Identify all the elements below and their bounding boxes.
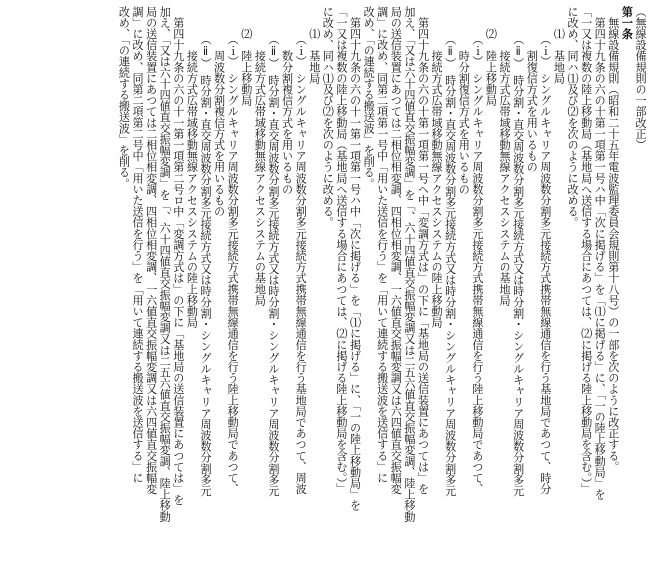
body-line: 無線設備規則（昭和二十五年電波監理委員会規則第十八号）の一部を次のように改正する。 bbox=[606, 6, 620, 473]
body-line: 時分割復信方式を用いるもの bbox=[457, 6, 471, 195]
body-line: 接続方式広帯域移動無線アクセスシステムの陸上移動局 bbox=[185, 6, 199, 328]
body-line: 調」に改め、同第二項第一号中「用いた送信を行う」を「用いて連続する搬送波を送信する」に bbox=[375, 6, 389, 484]
body-line: 数分割複信方式を用いるもの bbox=[280, 6, 294, 195]
body-line: 接続方式広帯域移動無線アクセスシステムの陸上移動局 bbox=[430, 6, 444, 328]
body-line: ⑵ 陸上移動局 bbox=[484, 6, 498, 106]
body-line: 周波数分割複信方式を用いるもの bbox=[212, 6, 226, 217]
body-line: （ｉ） シングルキャリア周波数分割多元接続方式携帯無線通信を行う陸上移動局であつて、 bbox=[226, 6, 240, 495]
body-line: に改め、同ハ⑴及び⑵を次のように改める。 bbox=[566, 6, 580, 228]
body-line: 「一又は複数の陸上移動局（基地局へ送信する場合にあつては、⑵に掲げる陸上移動局を含む。）」 bbox=[334, 6, 348, 495]
body-line: ⑴ 基地局 bbox=[307, 6, 321, 84]
body-line: 第四十九条の六の十一第一項第二号ロ中「変調方式は」の下に「基地局の送信装置にあつては」を bbox=[171, 6, 185, 506]
amendment-document bbox=[4, 6, 647, 562]
body-line: 接続方式広帯域移動無線アクセスシステムの基地局 bbox=[498, 6, 512, 306]
body-line: 局の送信装置にあつては二相位相変調、四相位相変調、一六値直交振幅変調又は六四値直交振幅変 bbox=[389, 6, 403, 495]
body-line: 「一又は複数の陸上移動局（基地局へ送信する場合にあつては、⑵に掲げる陸上移動局を含む。）」 bbox=[579, 6, 593, 495]
body-line: 加え、「又は六十四値直交振幅変調」を「、六十四値直交振幅変調又は二五六値直交振幅変調、陸上移動 bbox=[402, 6, 416, 523]
document-title: （無線設備規則の一部改正） bbox=[634, 6, 647, 151]
body-line: 加え、「又は六十四値直交振幅変調」を「、六十四値直交振幅変調又は二五六値直交振幅変調、陸上移動 bbox=[158, 6, 172, 523]
body-line: に改め、同ハ⑴及び⑵を次のように改める。 bbox=[321, 6, 335, 228]
body-line: 改め、「の連続する搬送波」を削る。 bbox=[362, 6, 376, 190]
body-line: ⑴ 基地局 bbox=[552, 6, 566, 84]
body-line: 調」に改め、同第二項第二号中「用いた送信を行う」を「用いて連続する搬送波を送信する」に bbox=[131, 6, 145, 484]
body-line: 第四十九条の六の十第一項第一号ハ中「次に掲げる」を「⑴に掲げる」に、「一の陸上移動局」を bbox=[593, 6, 607, 500]
body-line: 改め、「の連続する搬送波」を削る。 bbox=[117, 6, 131, 190]
body-line: 割復信方式を用いるもの bbox=[525, 6, 539, 173]
body-line: （ⅱ） 時分割・直交周波数分割多元接続方式又は時分割・シングルキャリア周波数分割多元 bbox=[199, 6, 212, 497]
body-line: （ｉ） シングルキャリア周波数分割多元接続方式携帯無線通信を行う陸上移動局であつて、 bbox=[470, 6, 484, 495]
body-line: （ⅱ） 時分割・直交周波数分割多元接続方式又は時分割・シングルキャリア周波数分割多元 bbox=[443, 6, 457, 497]
body-line: （ⅱ） 時分割・直交周波数分割多元接続方式又は時分割・シングルキャリア周波数分割多元 bbox=[266, 6, 280, 497]
article-body bbox=[117, 6, 620, 562]
body-line: （ｉ） シングルキャリア周波数分割多元接続方式携帯無線通信を行う基地局であつて、周波 bbox=[294, 6, 308, 495]
body-line: 局の送信装置にあつては二相位相変調、四相位相変調、一六値直交振幅変調又は六四値直交振幅変 bbox=[144, 6, 158, 495]
body-line: 第四十九条の六の十第一項第一号ヘ中「変調方式は」の下に「基地局の送信装置にあつては」を bbox=[416, 6, 430, 495]
body-line: ⑵ 陸上移動局 bbox=[239, 6, 253, 106]
article-label: 第一条 bbox=[620, 6, 634, 40]
body-line: （ⅱ） 時分割・直交周波数分割多元接続方式又は時分割・シングルキャリア周波数分割多元 bbox=[511, 6, 525, 497]
body-line: 接続方式広帯域移動無線アクセスシステムの基地局 bbox=[253, 6, 267, 306]
body-line: 第四十九条の六の十一第一項第一号ハ中「次に掲げる」を「⑴に掲げる」に、「一の陸上移動局」を bbox=[348, 6, 362, 512]
body-line: （ｉ） シングルキャリア周波数分割多元接続方式携帯無線通信を行う基地局であつて、時分 bbox=[538, 6, 552, 495]
